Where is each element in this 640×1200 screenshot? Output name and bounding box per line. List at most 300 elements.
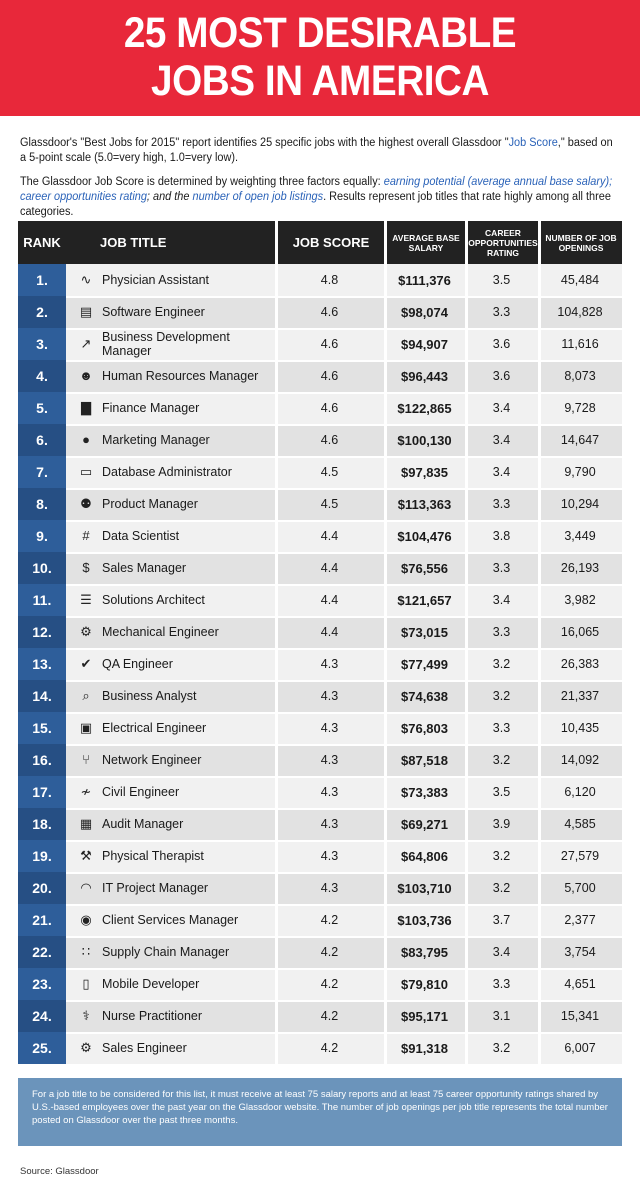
intro-text-part: Glassdoor's "Best Jobs for 2015" report identifies 25 specific jobs with the highest overall Glassdoor " [20,137,509,149]
column-divider [275,1032,278,1064]
table-row [18,744,622,776]
intro-text-part: The Glassdoor Job Score is determined by weighting three factors equally: [20,176,384,188]
job-openings-cell: 45,484 [560,273,600,287]
column-divider [275,712,278,744]
rank-cell: 17. [18,776,66,808]
header-career-rating: CAREER OPPORTUNITIES RATING [468,227,538,258]
rank-cell: 22. [18,936,66,968]
job-title-cell: IT Project Manager [102,881,209,895]
table-row [18,840,622,872]
column-divider [465,904,468,936]
column-divider [538,328,541,360]
column-divider [275,520,278,552]
column-divider [275,424,278,456]
row-divider [66,552,622,554]
column-divider [538,520,541,552]
rank-cell: 2. [18,296,66,328]
table-row [18,296,622,328]
row-divider [66,328,622,330]
job-score-cell: 4.6 [320,369,339,383]
rank-cell: 19. [18,840,66,872]
column-divider [384,840,387,872]
rank-cell: 12. [18,616,66,648]
career-rating-cell: 3.3 [492,721,511,735]
career-rating-cell: 3.3 [492,977,511,991]
career-rating-cell: 3.4 [492,593,511,607]
network-icon: ⑂ [82,752,90,767]
badge-gear-icon: ⚙ [80,1040,92,1055]
job-openings-cell: 14,092 [560,753,600,767]
row-divider [66,1032,622,1034]
column-divider [538,221,541,264]
career-rating-cell: 3.7 [492,913,511,927]
table-row [18,520,622,552]
column-divider [538,712,541,744]
column-divider [465,840,468,872]
salary-cell: $83,795 [401,944,448,960]
column-divider [538,488,541,520]
intro-text-part: ," based on a 5-point scale (5.0=very high, 1.0=very low). [20,137,613,164]
column-divider [538,840,541,872]
outlet-icon: ▣ [79,720,93,735]
rank-cell: 18. [18,808,66,840]
column-divider [538,872,541,904]
column-divider [275,936,278,968]
job-score-cell: 4.3 [320,817,339,831]
job-title-cell: Civil Engineer [102,785,180,799]
career-rating-cell: 3.2 [492,689,511,703]
job-openings-cell: 27,579 [560,849,600,863]
job-openings-cell: 6,007 [564,1041,596,1055]
job-score-cell: 4.2 [320,945,339,959]
career-rating-cell: 3.1 [492,1009,511,1023]
column-divider [465,616,468,648]
job-title-cell: Mechanical Engineer [102,625,219,639]
career-rating-cell: 3.2 [492,1041,511,1055]
page-title-line2: JOBS IN AMERICA [150,57,490,105]
salary-cell: $87,518 [401,752,448,768]
column-divider [275,680,278,712]
job-openings-cell: 14,647 [560,433,600,447]
column-divider [384,328,387,360]
career-rating-cell: 3.2 [492,753,511,767]
column-divider [275,648,278,680]
rank-cell: 24. [18,1000,66,1032]
phone-icon: ▯ [82,976,90,991]
header-job-openings: NUMBER OF JOB OPENINGS [545,232,617,253]
row-divider [66,968,622,970]
column-divider [384,712,387,744]
job-openings-cell: 4,585 [564,817,596,831]
job-openings-cell: 21,337 [560,689,600,703]
column-divider [384,872,387,904]
column-divider [465,968,468,1000]
column-divider [384,584,387,616]
column-divider [538,616,541,648]
row-divider [66,1000,622,1002]
header-job-title: JOB TITLE [100,235,167,250]
job-score-cell: 4.2 [320,977,339,991]
rank-cell: 25. [18,1032,66,1064]
job-score-cell: 4.6 [320,433,339,447]
job-score-cell: 4.3 [320,849,339,863]
job-openings-cell: 3,449 [564,529,596,543]
job-title-cell: Supply Chain Manager [102,945,230,959]
column-divider [538,392,541,424]
column-divider [538,264,541,296]
job-openings-cell: 2,377 [564,913,596,927]
column-divider [465,424,468,456]
table-row [18,872,622,904]
jobs-table [18,221,622,1064]
column-divider [384,456,387,488]
column-divider [465,360,468,392]
salary-cell: $76,803 [401,720,448,736]
column-divider [275,552,278,584]
bridge-icon: ≁ [80,784,92,799]
column-divider [465,808,468,840]
job-score-cell: 4.3 [320,689,339,703]
growth-line-icon: ↗ [80,336,92,351]
wifi-icon: ◠ [80,880,92,895]
column-divider [384,360,387,392]
job-title-cell: Marketing Manager [102,433,210,447]
team-icon: ⚉ [80,496,92,511]
table-row [18,936,622,968]
column-divider [465,296,468,328]
column-divider [275,328,278,360]
table-row [18,776,622,808]
job-title-cell: Mobile Developer [102,977,200,991]
job-openings-cell: 3,754 [564,945,596,959]
job-score-cell: 4.2 [320,913,339,927]
row-divider [66,680,622,682]
intro-paragraph-2 [20,175,620,220]
column-divider [384,424,387,456]
column-divider [538,776,541,808]
job-title-cell: Software Engineer [102,305,205,319]
job-openings-cell: 104,828 [557,305,603,319]
rank-cell: 1. [18,264,66,296]
column-divider [465,392,468,424]
job-title-cell: Finance Manager [102,401,200,415]
laptop-icon: ▭ [79,464,93,479]
job-title-cell: Physical Therapist [102,849,204,863]
table-row [18,968,622,1000]
table-row [18,584,622,616]
job-score-cell: 4.2 [320,1009,339,1023]
job-score-cell: 4.5 [320,465,339,479]
earning-potential-link[interactable]: earning potential (average annual base salary) [383,176,610,188]
column-divider [384,1032,387,1064]
speech-bubble-icon: ● [82,432,90,447]
salary-cell: $91,318 [401,1040,448,1056]
row-divider [66,584,622,586]
methodology-note: For a job title to be considered for this list, it must receive at least 75 salary reports and at least 75 career opportunity ratings shared by U.S.-based employees over the past year on the Glassdoor website. The number of job openings per job title represents the total number posted on Glassdoor over the past three months. [18,1078,622,1146]
column-divider [465,744,468,776]
row-divider [66,648,622,650]
column-divider [384,936,387,968]
career-rating-cell: 3.9 [492,817,511,831]
column-divider [384,296,387,328]
checkmark-icon: ✔ [80,656,92,671]
column-divider [465,584,468,616]
job-title-cell: Network Engineer [102,753,202,767]
table-row [18,1000,622,1032]
heartbeat-icon: ∿ [80,272,92,287]
job-score-cell: 4.4 [320,625,339,639]
job-openings-cell: 26,193 [560,561,600,575]
column-divider [538,1000,541,1032]
salary-cell: $77,499 [401,656,448,672]
column-divider [465,712,468,744]
rank-cell: 14. [18,680,66,712]
column-divider [384,1000,387,1032]
row-divider [66,392,622,394]
row-divider [66,872,622,874]
career-rating-cell: 3.3 [492,305,511,319]
job-title-cell: Database Administrator [102,465,232,479]
rank-cell: 20. [18,872,66,904]
salary-cell: $94,907 [401,336,448,352]
column-divider [465,520,468,552]
job-openings-cell: 9,790 [564,465,596,479]
salary-cell: $64,806 [401,848,448,864]
job-openings-cell: 11,616 [561,337,599,351]
rank-cell: 10. [18,552,66,584]
column-divider [384,520,387,552]
salary-cell: $79,810 [401,976,448,992]
column-divider [538,904,541,936]
rank-cell: 13. [18,648,66,680]
column-divider [275,744,278,776]
job-score-cell: 4.3 [320,657,339,671]
column-divider [538,808,541,840]
career-rating-cell: 3.5 [492,273,511,287]
table-row [18,904,622,936]
job-openings-cell: 26,383 [560,657,600,671]
column-divider [384,616,387,648]
career-opportunities-link[interactable]: career opportunities rating [20,191,147,203]
column-divider [465,648,468,680]
career-rating-cell: 3.2 [492,657,511,671]
table-row [18,328,622,360]
column-divider [275,360,278,392]
column-divider [275,584,278,616]
row-divider [66,776,622,778]
intro-paragraph-1 [20,136,620,166]
job-score-cell: 4.8 [320,273,339,287]
career-rating-cell: 3.2 [492,849,511,863]
intro-text [20,136,620,229]
bar-chart-icon: ▇ [81,400,91,415]
hammer-icon: ⚒ [80,848,92,863]
row-divider [66,296,622,298]
hashtag-icon: # [82,528,90,543]
career-rating-cell: 3.6 [492,369,511,383]
source-credit: Source: Glassdoor [20,1166,99,1177]
column-divider [275,1000,278,1032]
column-divider [384,776,387,808]
row-divider [66,840,622,842]
table-row [18,456,622,488]
rank-cell: 3. [18,328,66,360]
table-row [18,360,622,392]
salary-cell: $122,865 [397,400,452,416]
career-rating-cell: 3.4 [492,465,511,479]
row-divider [66,808,622,810]
dollar-icon: $ [82,560,90,575]
column-divider [384,392,387,424]
job-title-cell: Nurse Practitioner [102,1009,203,1023]
column-divider [384,264,387,296]
column-divider [465,776,468,808]
career-rating-cell: 3.6 [492,337,511,351]
salary-cell: $113,363 [397,496,452,512]
table-header [18,221,622,264]
job-score-cell: 4.3 [320,881,339,895]
person-icon: ☻ [79,368,93,383]
job-title-cell: Business Analyst [102,689,197,703]
column-divider [538,456,541,488]
column-divider [384,808,387,840]
salary-cell: $103,736 [397,912,452,928]
column-divider [275,616,278,648]
column-divider [275,872,278,904]
row-divider [66,360,622,362]
job-score-cell: 4.5 [320,497,339,511]
career-rating-cell: 3.4 [492,433,511,447]
job-title-cell: Business Development Manager [102,330,230,358]
title-banner [0,0,640,116]
career-rating-cell: 3.3 [492,625,511,639]
salary-cell: $121,657 [397,592,452,608]
salary-cell: $97,835 [401,464,448,480]
column-divider [538,680,541,712]
column-divider [465,872,468,904]
table-row [18,424,622,456]
job-title-cell: Sales Manager [102,561,187,575]
column-divider [538,936,541,968]
headset-icon: ◉ [80,912,92,927]
job-title-cell: Physician Assistant [102,273,209,287]
rank-cell: 5. [18,392,66,424]
column-divider [384,552,387,584]
header-job-score: JOB SCORE [292,235,370,250]
job-title-cell: Electrical Engineer [102,721,207,735]
job-title-cell: Audit Manager [102,817,184,831]
job-score-cell: 4.4 [320,529,339,543]
column-divider [275,296,278,328]
column-divider [275,904,278,936]
column-divider [465,488,468,520]
gear-icon: ⚙ [80,624,92,639]
job-score-cell: 4.3 [320,753,339,767]
job-title-cell: Sales Engineer [102,1041,187,1055]
job-openings-cell: 10,294 [560,497,600,511]
intro-text-part: . Results represent job titles that rate highly among all three categories. [20,191,611,218]
rank-cell: 9. [18,520,66,552]
career-rating-cell: 3.2 [492,881,511,895]
job-openings-cell: 3,982 [564,593,596,607]
career-rating-cell: 3.5 [492,785,511,799]
salary-cell: $95,171 [401,1008,448,1024]
server-icon: ☰ [80,592,92,607]
table-row [18,712,622,744]
row-divider [66,520,622,522]
column-divider [538,968,541,1000]
open-job-listings-link[interactable]: number of open job listings [192,191,324,203]
job-openings-cell: 15,341 [560,1009,600,1023]
column-divider [384,744,387,776]
table-row [18,264,622,296]
table-row [18,808,622,840]
job-openings-cell: 8,073 [564,369,596,383]
column-divider [275,776,278,808]
column-divider [275,264,278,296]
rank-cell: 11. [18,584,66,616]
table-row [18,648,622,680]
calendar-chart-icon: ▦ [79,816,93,831]
job-title-cell: Solutions Architect [102,593,205,607]
column-divider [275,968,278,1000]
salary-cell: $103,710 [397,880,452,896]
row-divider [66,424,622,426]
code-window-icon: ▤ [79,304,93,319]
column-divider [275,488,278,520]
rank-cell: 8. [18,488,66,520]
career-rating-cell: 3.4 [492,401,511,415]
page-title-line1: 25 MOST DESIRABLE [123,9,517,57]
column-divider [384,680,387,712]
column-divider [275,840,278,872]
job-openings-cell: 10,435 [560,721,600,735]
row-divider [66,712,622,714]
column-divider [465,264,468,296]
row-divider [66,616,622,618]
row-divider [66,488,622,490]
salary-cell: $100,130 [397,432,452,448]
job-openings-cell: 16,065 [560,625,600,639]
job-title-cell: Client Services Manager [102,913,239,927]
column-divider [465,456,468,488]
salary-cell: $96,443 [401,368,448,384]
career-rating-cell: 3.3 [492,561,511,575]
column-divider [275,456,278,488]
table-row [18,392,622,424]
job-score-link[interactable]: Job Score [508,137,558,149]
job-score-cell: 4.6 [320,305,339,319]
column-divider [384,904,387,936]
column-divider [465,1000,468,1032]
row-divider [66,456,622,458]
salary-cell: $69,271 [401,816,448,832]
career-rating-cell: 3.4 [492,945,511,959]
column-divider [465,680,468,712]
table-row [18,552,622,584]
rank-cell: 6. [18,424,66,456]
job-score-cell: 4.3 [320,721,339,735]
salary-cell: $73,383 [401,784,448,800]
header-base-salary: AVERAGE BASE SALARY [392,232,460,253]
column-divider [538,1032,541,1064]
grid-icon: ∷ [81,944,91,959]
salary-cell: $76,556 [401,560,448,576]
column-divider [538,360,541,392]
salary-cell: $111,376 [398,272,451,288]
job-openings-cell: 5,700 [564,881,596,895]
job-openings-cell: 9,728 [564,401,596,415]
